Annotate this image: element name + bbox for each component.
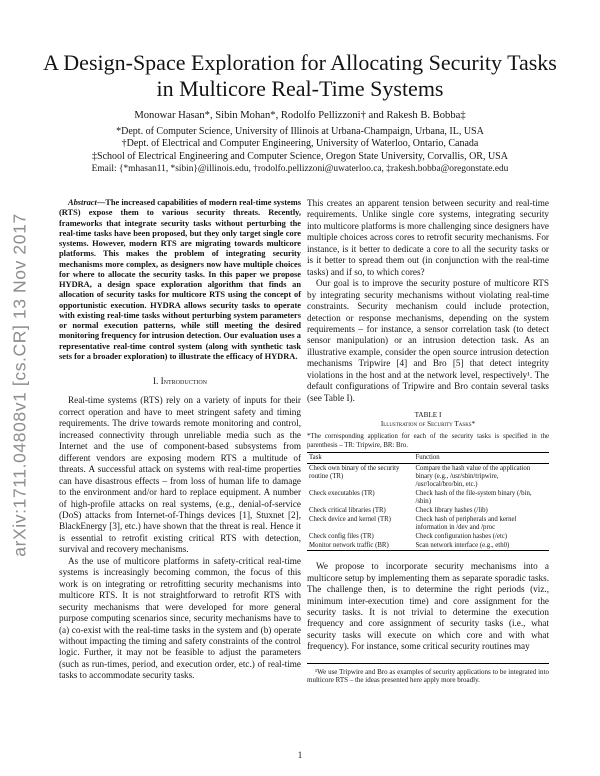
abstract-text: —The increased capabilities of modern real-time systems (RTS) expose them to various security threats. Recently, frameworks that integrate security tasks without perturbing the real-time tasks have been proposed, but they only target single core systems. However, modern RTS are migrating towards multicore platforms. This makes the problem of integrating security mechanisms more complex, as designers now have multiple choices for where to allocate the security tasks. In this paper we propose HYDRA, a design space exploration algorithm that finds an allocation of security tasks for multicore RTS using the concept of opportunistic execution. HYDRA allows security tasks to operate with existing real-time tasks without perturbing system parameters or normal execution patterns, while still meeting the desired monitoring frequency for intrusion detection. Our evaluation uses a representative real-time control system (along with synthetic task sets for a broader exploration) to illustrate the efficacy of HYDRA. (59, 198, 301, 361)
author-list: Monowar Hasan*, Sibin Mohan*, Rodolfo Pellizzoni† and Rakesh B. Bobba‡ (134, 110, 466, 121)
intro-paragraph-2: As the use of multicore platforms in safety-critical real-time systems is increasingly becoming common, the focus of this work is on integrating or retrofitting security mechanisms into multicore RTS. It is not straightforward to retrofit RTS with security mechanisms that were developed for more general purpose computing scenarios since, security mechanisms have to (a) co-exist with the real-time tasks in the system and (b) operate without impacting the timing and safety constraints of the control logic. Further, it may not be feasible to adjust the parameters (such as run-times, period, and execution order, etc.) of real-time tasks to accommodate security tasks. (59, 555, 301, 681)
table-row: Check executables (TR) Check hash of the file-system binary (/bin, /sbin) (309, 489, 532, 505)
table-number: TABLE I (414, 411, 442, 420)
table-header-function: Function (413, 453, 549, 464)
section-heading-introduction: I. Introduction (152, 376, 208, 386)
right-column (307, 198, 549, 685)
intro-paragraph-1: Real-time systems (RTS) rely on a variety of inputs for their correct operation and have to meet stringent safety and timing requirements. The drive towards remote monitoring and control, increased connectivity through unreliable media such as the Internet and the use of component-based subsystems from different vendors are exposing modern RTS a multitude of threats. A successful attack on systems with real-time properties can have disastrous effects – from loss of human life to damage to the environment and/or hard to replace equipment. A number of high-profile attacks on real systems, (e.g., denial-of-service (DoS) attacks from Internet-of-Things devices [1], Stuxnet [2], BlackEnergy [3], etc.) have shown that the threat is real. Hence it is essential to retrofit existing critical RTS with detection, survival and recovery mechanisms. (59, 395, 301, 555)
body-paragraph-1: This creates an apparent tension between security and real-time requirements. Unlike single core systems, integrating security into multicore platforms is more challenging since designers have multiple choices across cores to retrofit security mechanisms. For instance, is it better to dedicate a core to all the security tasks or is it better to spread them out (in conjunction with the real-time tasks) and if so, to which cores? (307, 198, 549, 277)
table-row: Monitor network traffic (BR) Scan network interface (e.g., eth0) (307, 541, 549, 551)
abstract (59, 198, 301, 362)
email-line: Email: {*mhasan11, *sibin}@illinois.edu, †rodolfo.pellizzoni@uwaterloo.ca, ‡rakesh.bobba@oregonstate.edu (91, 164, 509, 174)
body-paragraph-3: We propose to incorporate security mechanisms into a multicore setup by implementing them as separate sporadic tasks. The challenge then, is to determine the right periods (viz., minimum inter-execution time) and core assignment for the security tasks. It is not trivial to determine the execution frequency and core assignment of security tasks (i.e., what security tasks will execute on which core and with what frequency). For instance, some critical security routines may (307, 561, 549, 652)
table-row: Check config files (TR) Check configuration hashes (/etc) (309, 532, 508, 540)
author-block (40, 110, 560, 176)
affiliation-2: †Dept. of Electrical and Computer Engineering, University of Waterloo, Ontario, Canada (121, 138, 479, 149)
footnote: ¹We use Tripwire and Bro as examples of security applications to be integrated into multicore RTS – the ideas presented here apply more broadly. (307, 663, 549, 685)
table-caption (307, 411, 549, 429)
arxiv-watermark: arXiv:1711.04808v1 [cs.CR] 13 Nov 2017 (9, 213, 30, 557)
page-number: 1 (297, 750, 303, 760)
affiliation-3: ‡School of Electrical Engineering and Computer Science, Oregon State University, Corvallis, OR, USA (92, 150, 508, 162)
table-row: Check critical libraries (TR) Check library hashes (/lib) (309, 506, 488, 514)
table-row: Check device and kernel (TR) Check hash of peripherals and kernel information in /dev and /proc (309, 515, 517, 531)
table-title: Illustration of Security Tasks* (380, 420, 476, 429)
left-column (59, 198, 301, 682)
security-tasks-table (307, 452, 549, 551)
abstract-label: Abstract (68, 198, 97, 207)
paper-title: A Design-Space Exploration for Allocating Security Tasks in Multicore Real-Time Systems (43, 50, 557, 101)
table-note: *The corresponding application for each of the security tasks is specified in the parenthesis – TR: Tripwire, BR: Bro. (307, 433, 549, 449)
table-header-task: Task (307, 453, 413, 464)
body-paragraph-2: Our goal is to improve the security posture of multicore RTS by integrating security mechanisms without violating real-time constraints. Security mechanism could include protection, detection or response mechanisms, depending on the system requirements – for instance, a sensor correlation task (to detect sensor manipulation) or an intrusion detection task. As an illustrative example, consider the open source intrusion detection mechanisms Tripwire [4] and Bro [5] that detect integrity violations in the host and at the network level, respectively¹. The default configurations of Tripwire and Bro contain several tasks (see Table I). (307, 278, 549, 403)
affiliation-1: *Dept. of Computer Science, University of Illinois at Urbana-Champaign, Urbana, IL, USA (116, 125, 484, 137)
table-row: Check own binary of the security routine (TR) Compare the hash value of the application binary (e.g., /usr/sbin/tripwire, /usr/local/bro/bin, etc.) (309, 464, 531, 488)
